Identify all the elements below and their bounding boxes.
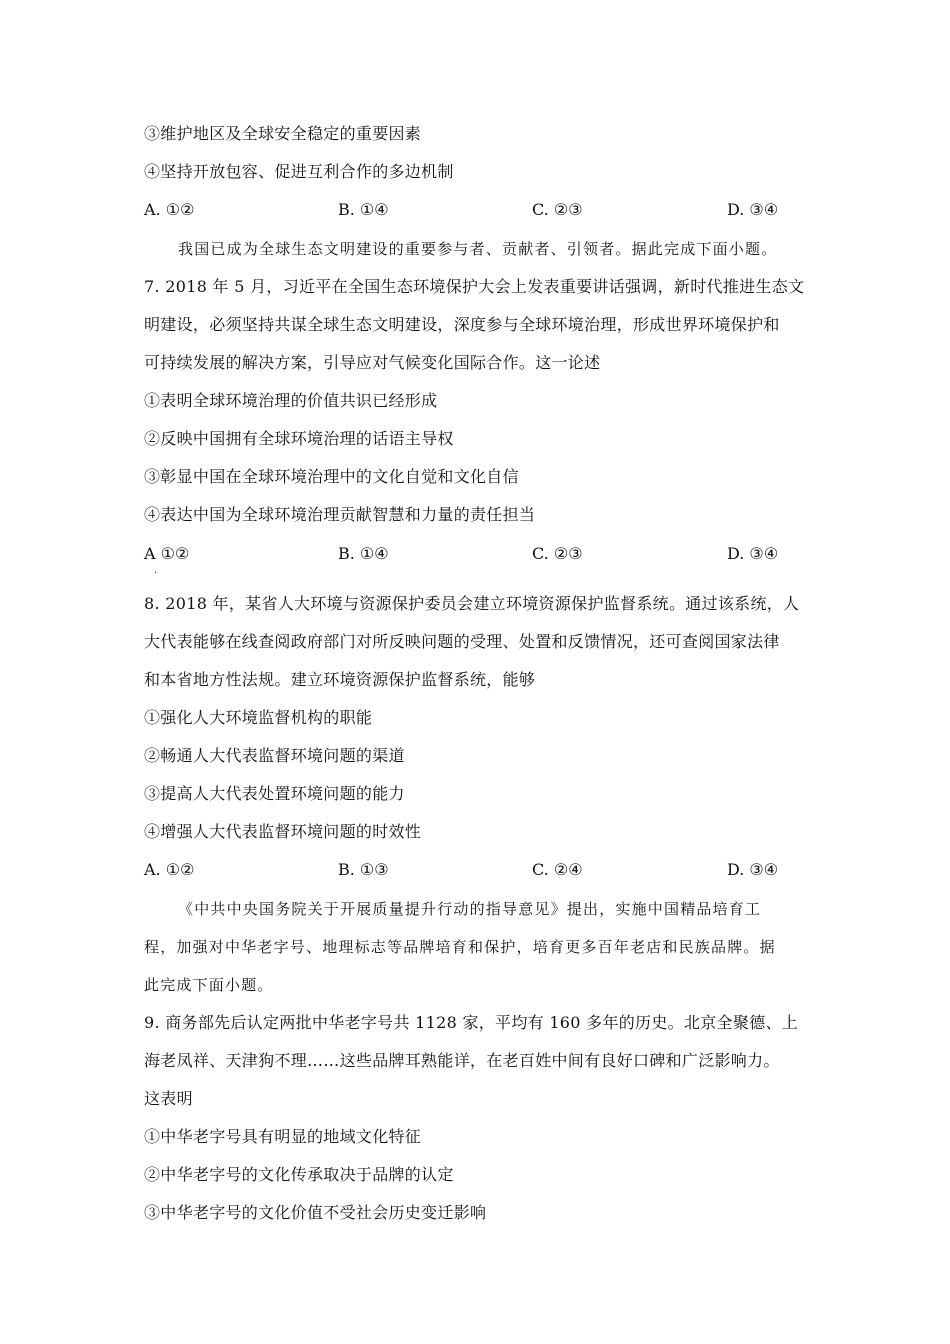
q7-stem-line-1: 7. 2018 年 5 月，习近平在全国生态环境保护大会上发表重要讲话强调，新时代推进生态文 bbox=[144, 277, 805, 296]
q7-statement-4: ④表达中国为全球环境治理贡献智慧和力量的责任担当 bbox=[144, 505, 536, 524]
q6-option-d: D. ③④ bbox=[727, 200, 779, 219]
q8-statement-2: ②畅通人大代表监督环境问题的渠道 bbox=[144, 746, 405, 765]
q6-option-c: C. ②③ bbox=[532, 200, 583, 219]
q7-statement-1: ①表明全球环境治理的价值共识已经形成 bbox=[144, 391, 438, 410]
q7-option-b: B. ①④ bbox=[338, 544, 389, 563]
q6-option-a: A. ①② bbox=[144, 200, 195, 219]
q7-option-c: C. ②③ bbox=[532, 544, 583, 563]
intro-ecology: 我国已成为全球生态文明建设的重要参与者、贡献者、引领者。据此完成下面小题。 bbox=[178, 240, 778, 258]
q8-option-d: D. ③④ bbox=[727, 860, 779, 879]
q9-stem-line-2: 海老凤祥、天津狗不理……这些品牌耳熟能详，在老百姓中间有良好口碑和广泛影响力。 bbox=[144, 1051, 780, 1070]
q9-statement-3: ③中华老字号的文化价值不受社会历史变迁影响 bbox=[144, 1203, 487, 1222]
q7-statement-2: ②反映中国拥有全球环境治理的话语主导权 bbox=[144, 429, 454, 448]
q8-statement-3: ③提高人大代表处置环境问题的能力 bbox=[144, 784, 405, 803]
q8-option-a: A. ①② bbox=[144, 860, 195, 879]
q9-statement-1: ①中华老字号具有明显的地域文化特征 bbox=[144, 1127, 422, 1146]
intro-quality-line-2: 程，加强对中华老字号、地理标志等品牌培育和保护，培育更多百年老店和民族品牌。据 bbox=[144, 938, 776, 956]
q8-stem-line-1: 8. 2018 年，某省人大环境与资源保护委员会建立环境资源保护监督系统。通过该系统，人 bbox=[144, 594, 800, 613]
q6-option-b: B. ①④ bbox=[338, 200, 389, 219]
q7-option-d: D. ③④ bbox=[727, 544, 779, 563]
intro-quality-line-1: 《中共中央国务院关于开展质量提升行动的指导意见》提出，实施中国精品培育工 bbox=[178, 900, 762, 918]
q8-option-c: C. ②④ bbox=[532, 860, 583, 879]
q6-statement-3: ③维护地区及全球安全稳定的重要因素 bbox=[144, 124, 422, 143]
intro-quality-line-3: 此完成下面小题。 bbox=[144, 976, 274, 994]
q9-stem-line-3: 这表明 bbox=[144, 1089, 193, 1108]
q7-stem-line-2: 明建设，必须坚持共谋全球生态文明建设，深度参与全球环境治理，形成世界环境保护和 bbox=[144, 315, 780, 334]
q9-stem-line-1: 9. 商务部先后认定两批中华老字号共 1128 家，平均有 160 多年的历史。北京全聚德、上 bbox=[144, 1013, 799, 1032]
q8-option-b: B. ①③ bbox=[338, 860, 389, 879]
q8-statement-1: ①强化人大环境监督机构的职能 bbox=[144, 708, 373, 727]
q8-statement-4: ④增强人大代表监督环境问题的时效性 bbox=[144, 822, 422, 841]
q8-stem-line-3: 和本省地方性法规。建立环境资源保护监督系统，能够 bbox=[144, 670, 536, 689]
q7-statement-3: ③彰显中国在全球环境治理中的文化自觉和文化自信 bbox=[144, 467, 519, 486]
q9-statement-2: ②中华老字号的文化传承取决于品牌的认定 bbox=[144, 1165, 454, 1184]
q6-statement-4: ④坚持开放包容、促进互利合作的多边机制 bbox=[144, 162, 454, 181]
q8-stem-line-2: 大代表能够在线查阅政府部门对所反映问题的受理、处置和反馈情况，还可查阅国家法律 bbox=[144, 632, 780, 651]
q7-stem-line-3: 可持续发展的解决方案，引导应对气候变化国际合作。这一论述 bbox=[144, 353, 601, 372]
q7-option-a-dot: . bbox=[154, 565, 158, 576]
q7-option-a: A ①② bbox=[144, 544, 190, 563]
